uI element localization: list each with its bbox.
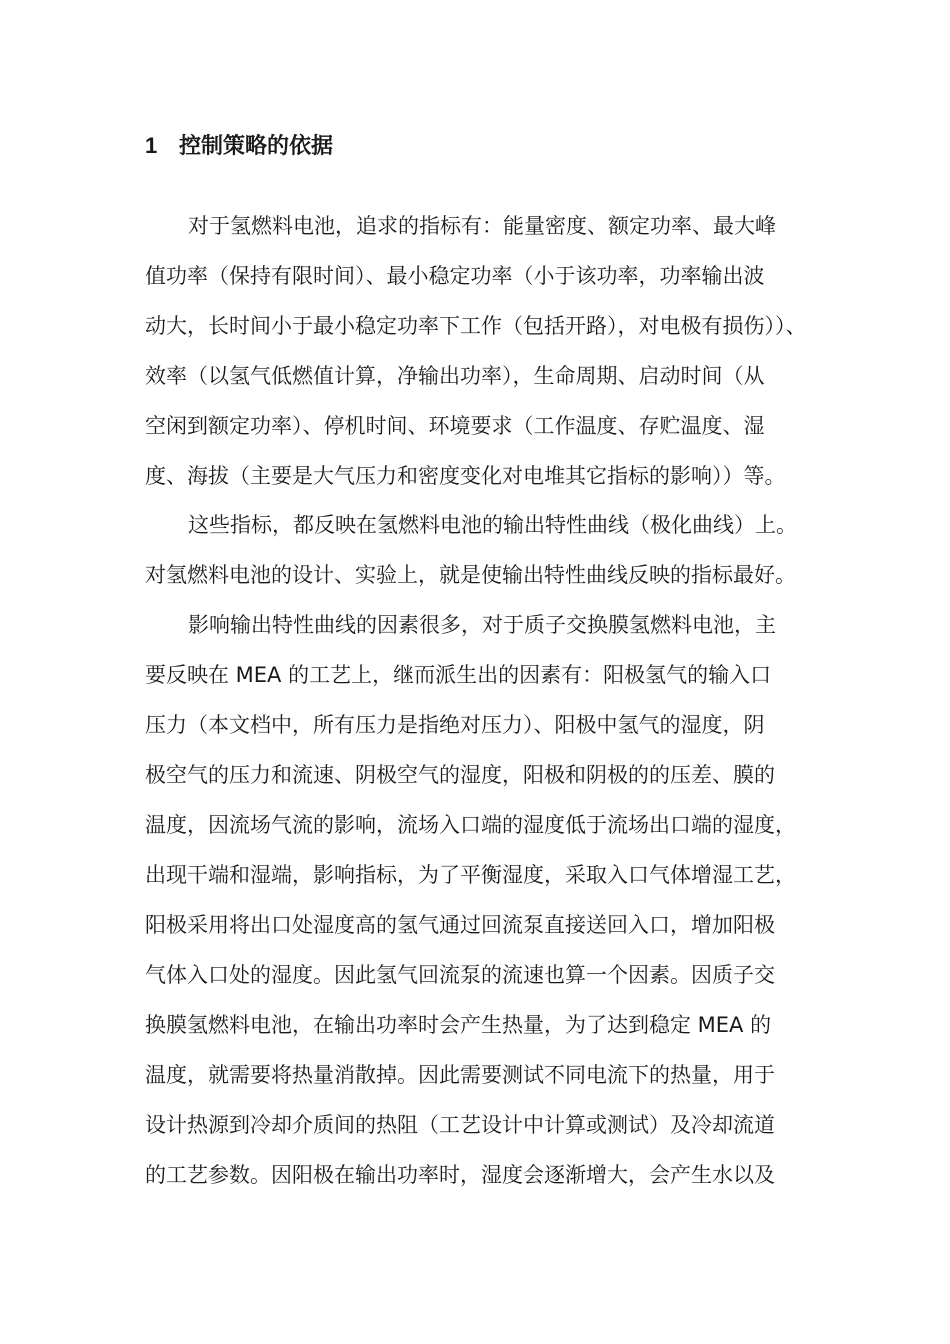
body-line: 值功率（保持有限时间）、最小稳定功率（小于该功率，功率输出波 [145, 264, 765, 288]
body-line: 极空气的压力和流速、阴极空气的湿度，阳极和阴极的的压差、膜的 [145, 763, 775, 787]
body-line: 度、海拔（主要是大气压力和密度变化对电堆其它指标的影响））等。 [145, 464, 786, 488]
body-line: 温度，就需要将热量消散掉。因此需要测试不同电流下的热量，用于 [145, 1063, 775, 1087]
section-title: 控制策略的依据 [179, 134, 334, 159]
body-line: 空闲到额定功率）、停机时间、环境要求（工作温度、存贮温度、湿 [145, 414, 765, 438]
body-line: 出现干端和湿端，影响指标，为了平衡湿度，采取入口气体增湿工艺， [145, 863, 796, 887]
body-line: 气体入口处的湿度。因此氢气回流泵的流速也算一个因素。因质子交 [145, 963, 775, 987]
body-line: 动大，长时间小于最小稳定功率下工作（包括开路），对电极有损伤））、 [145, 314, 807, 338]
section-heading [145, 130, 333, 163]
section-number: 1 [145, 133, 158, 158]
body-line: 对氢燃料电池的设计、实验上，就是使输出特性曲线反映的指标最好。 [145, 563, 796, 587]
body-line: 阳极采用将出口处湿度高的氢气通过回流泵直接送回入口，增加阳极 [145, 913, 775, 937]
body-line: 温度，因流场气流的影响，流场入口端的湿度低于流场出口端的湿度， [145, 813, 796, 837]
body-line: 换膜氢燃料电池，在输出功率时会产生热量，为了达到稳定 MEA 的 [145, 1013, 772, 1037]
body-line: 这些指标，都反映在氢燃料电池的输出特性曲线（极化曲线）上。 [188, 513, 797, 537]
body-line: 对于氢燃料电池，追求的指标有：能量密度、额定功率、最大峰 [188, 214, 776, 238]
body-line: 影响输出特性曲线的因素很多，对于质子交换膜氢燃料电池，主 [188, 613, 776, 637]
body-line: 的工艺参数。因阳极在输出功率时，湿度会逐渐增大，会产生水以及 [145, 1163, 775, 1187]
body-line: 效率（以氢气低燃值计算，净输出功率），生命周期、启动时间（从 [145, 364, 765, 388]
body-line: 设计热源到冷却介质间的热阻（工艺设计中计算或测试）及冷却流道 [145, 1113, 775, 1137]
body-line: 压力（本文档中，所有压力是指绝对压力）、阳极中氢气的湿度，阴 [145, 713, 765, 737]
body-line: 要反映在 MEA 的工艺上，继而派生出的因素有：阳极氢气的输入口 [145, 663, 772, 687]
